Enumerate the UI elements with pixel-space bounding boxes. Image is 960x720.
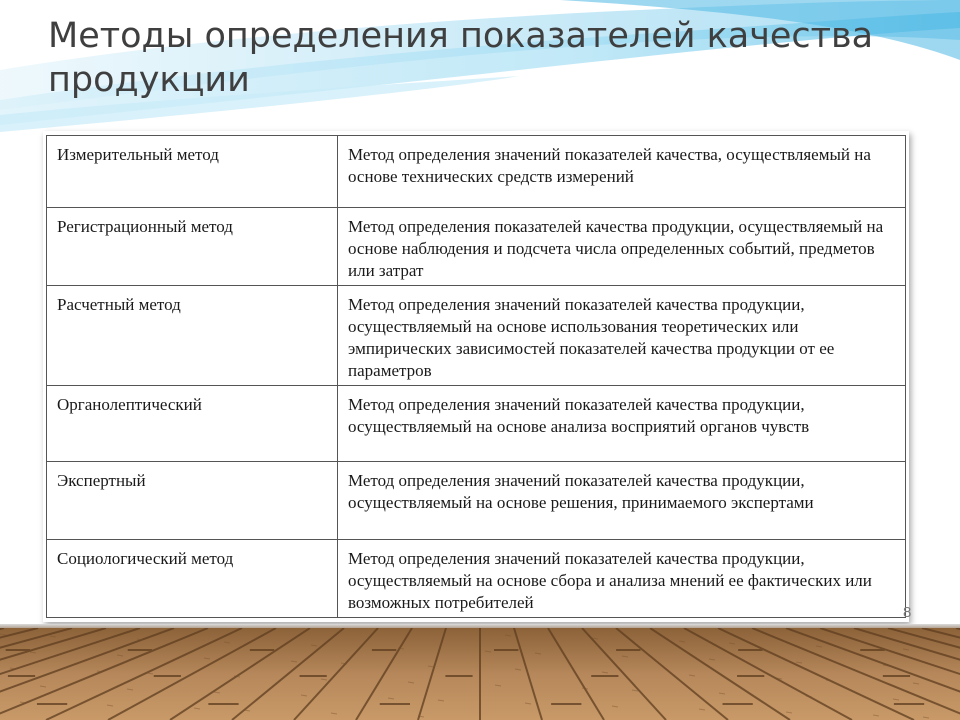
- table-row: [47, 136, 906, 208]
- table-row: [47, 462, 906, 540]
- table-row: [47, 540, 906, 618]
- method-description-cell: Метод определения значений показателей качества продукции, осуществляемый на основе использования теоретических или эмпирических зависимостей показателей качества продукции от ее параметров: [338, 286, 906, 386]
- method-name-cell: Измерительный метод: [47, 136, 338, 208]
- method-name-cell: Регистрационный метод: [47, 208, 338, 286]
- method-name-cell: Социологический метод: [47, 540, 338, 618]
- wood-floor-decoration: [0, 628, 960, 720]
- methods-table-card: [43, 131, 912, 622]
- table-row: [47, 286, 906, 386]
- method-name-cell: Экспертный: [47, 462, 338, 540]
- method-description-cell: Метод определения значений показателей качества продукции, осуществляемый на основе сбора и анализа мнений ее фактических или возможных потребителей: [338, 540, 906, 618]
- method-description-cell: Метод определения значений показателей качества продукции, осуществляемый на основе решения, принимаемого экспертами: [338, 462, 906, 540]
- table-row: [47, 386, 906, 462]
- page-number: 8: [903, 604, 912, 621]
- table-row: [47, 208, 906, 286]
- method-name-cell: Расчетный метод: [47, 286, 338, 386]
- slide-title: Методы определения показателей качества продукции: [48, 16, 874, 100]
- method-description-cell: Метод определения значений показателей качества продукции, осуществляемый на основе анализа восприятий органов чувств: [338, 386, 906, 462]
- method-description-cell: Метод определения показателей качества продукции, осуществляемый на основе наблюдения и подсчета числа определенных событий, предметов или затрат: [338, 208, 906, 286]
- method-description-cell: Метод определения значений показателей качества, осуществляемый на основе технических средств измерений: [338, 136, 906, 208]
- method-name-cell: Органолептический: [47, 386, 338, 462]
- methods-table: [46, 135, 906, 618]
